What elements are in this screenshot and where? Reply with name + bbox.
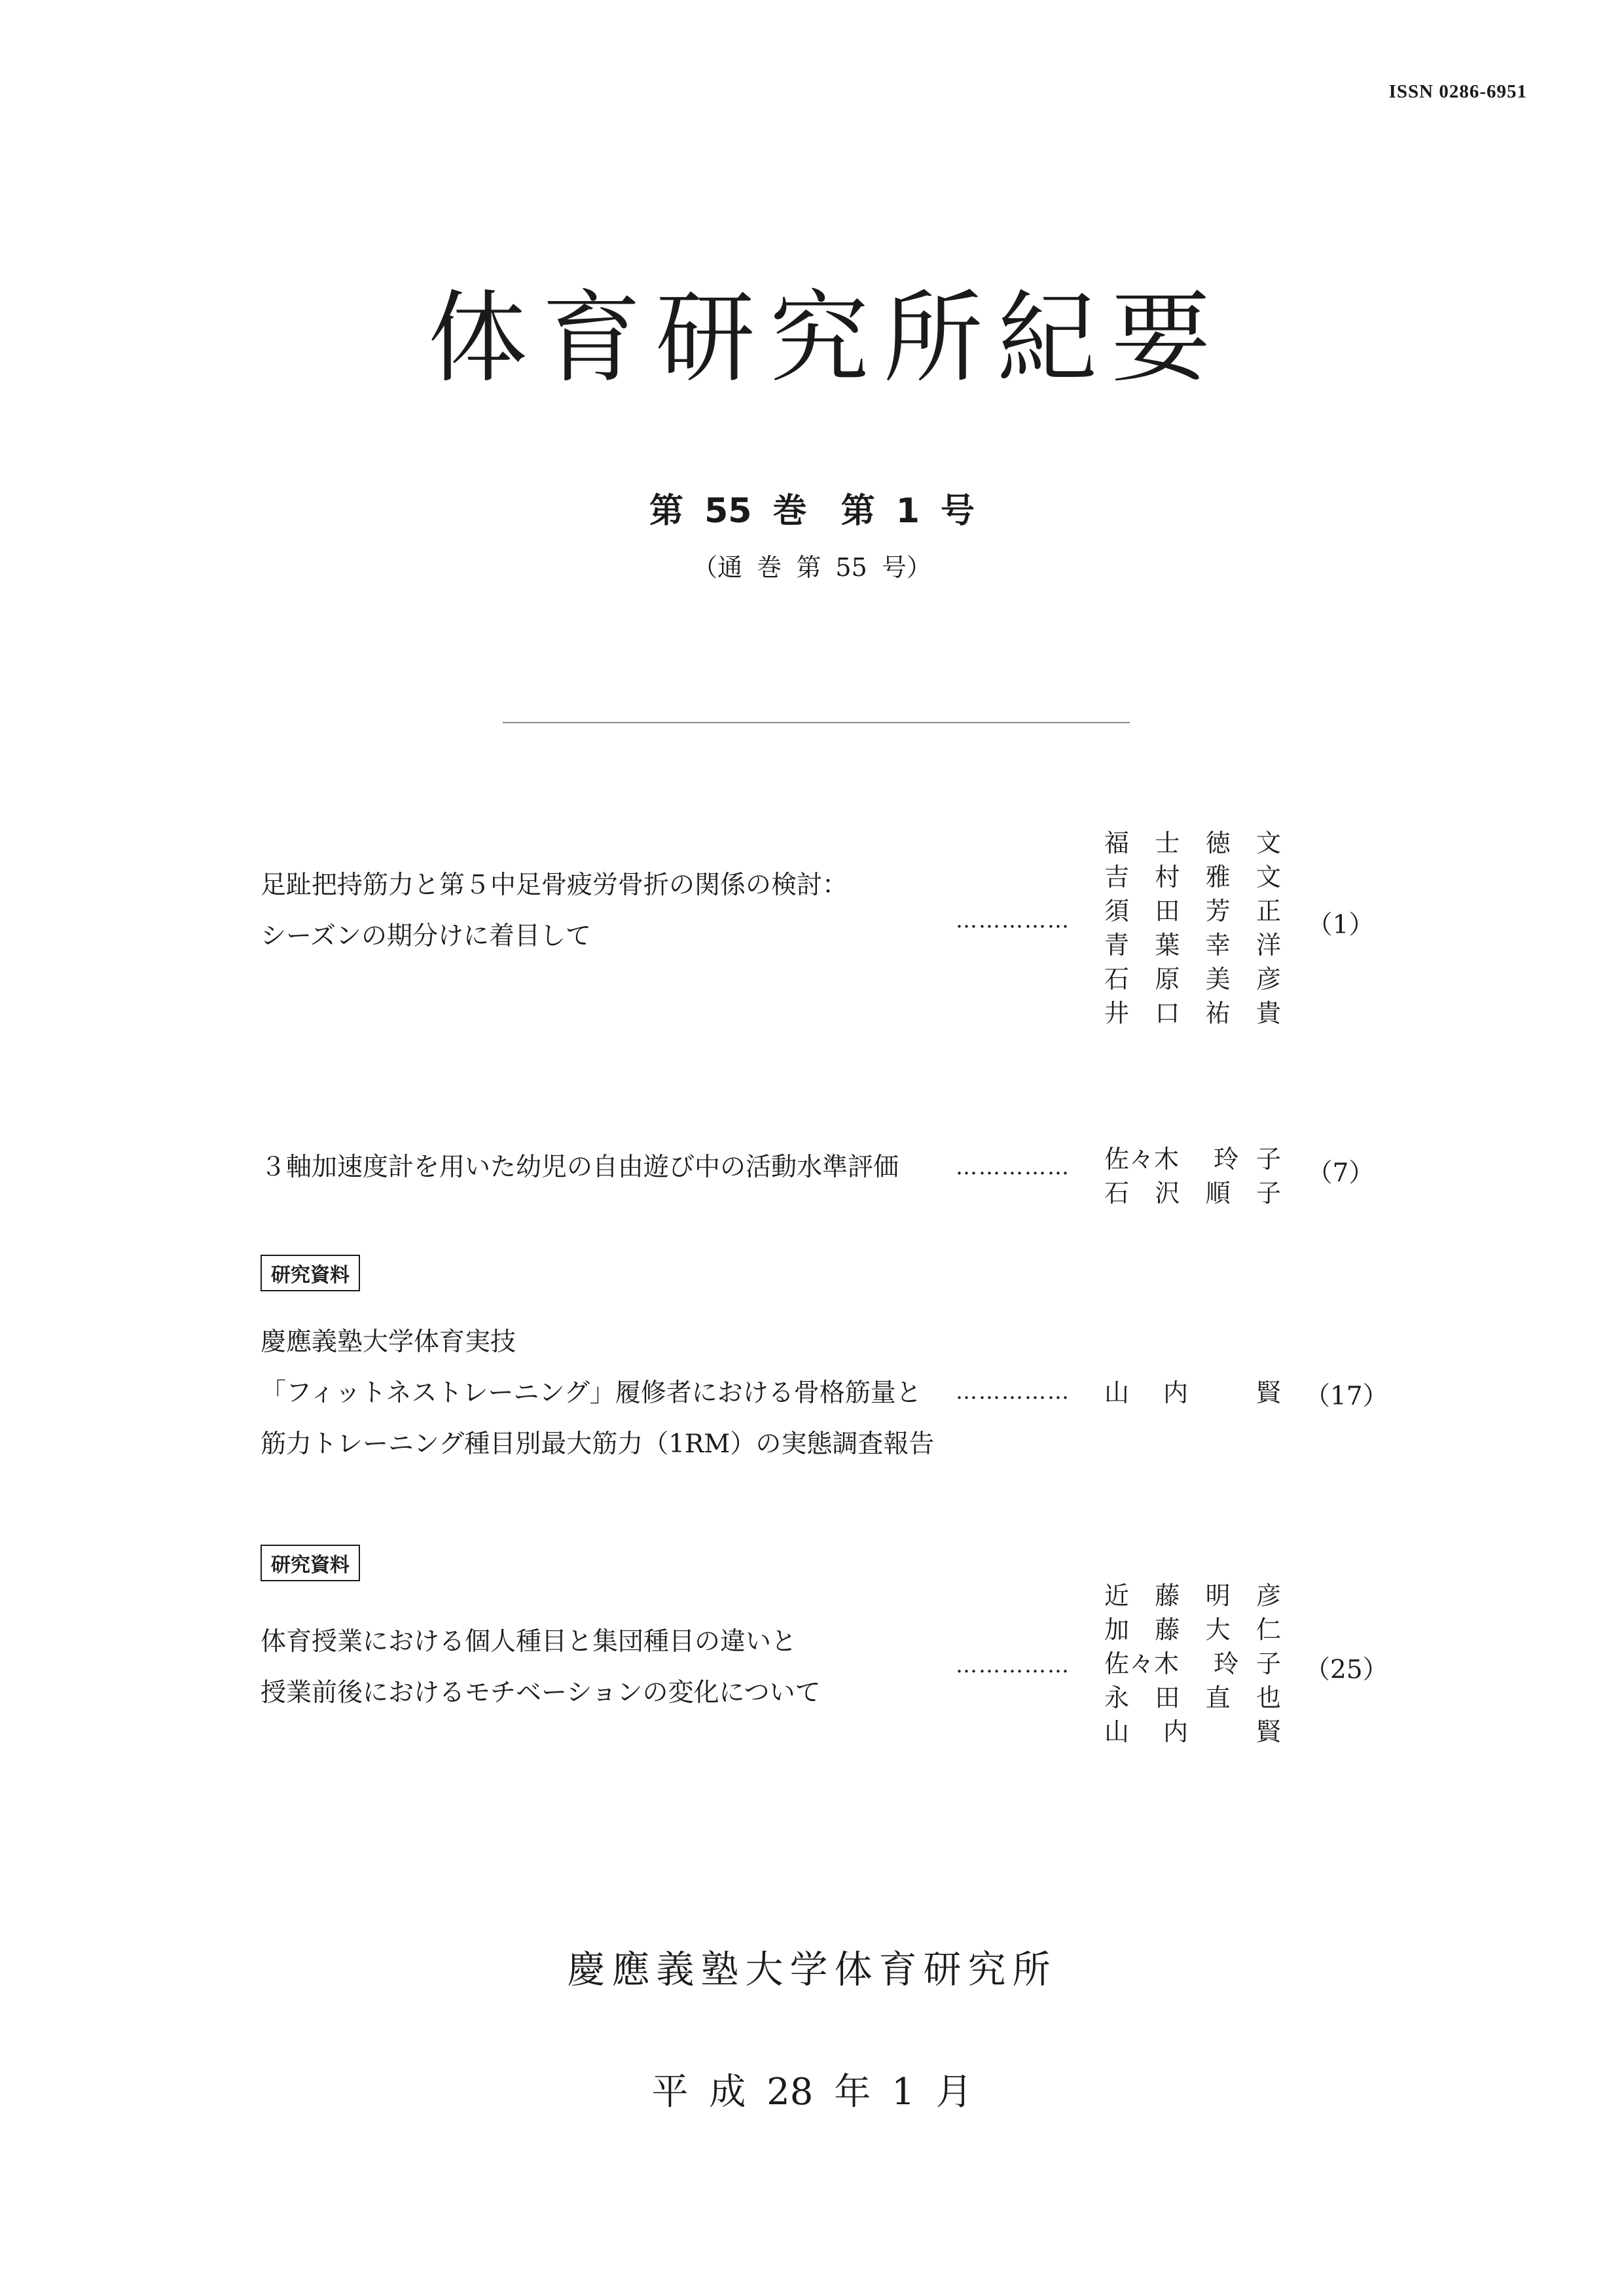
leader-dots: …………… <box>956 907 1070 933</box>
author-name <box>1104 1647 1281 1681</box>
publication-date: 平 成 28 年 1 月 <box>651 2071 973 2113</box>
author-name <box>1104 894 1281 928</box>
article-title <box>261 1617 954 1719</box>
author-name <box>1104 826 1281 860</box>
article-title-line: 慶應義塾大学体育実技 <box>261 1327 516 1357</box>
author-name-char: 子 <box>1255 1649 1281 1678</box>
author-name <box>1104 1376 1281 1410</box>
author-list <box>1104 826 1281 1030</box>
author-name-char: 徳 <box>1205 829 1231 857</box>
author-name-char: 祐 <box>1205 999 1231 1028</box>
author-name-char: 原 <box>1155 965 1180 994</box>
author-name-char: 田 <box>1155 897 1180 925</box>
author-name-char: 口 <box>1155 999 1180 1028</box>
author-name-char: 玲 <box>1214 1145 1239 1174</box>
author-name-char: 吉 <box>1104 863 1130 891</box>
author-name <box>1104 1681 1281 1715</box>
author-name-char: 賢 <box>1255 1378 1281 1407</box>
author-name-char: 仁 <box>1255 1615 1281 1644</box>
author-name-char: 石 <box>1104 1179 1130 1208</box>
author-name-char: 明 <box>1205 1581 1231 1610</box>
author-name-char: 也 <box>1255 1683 1281 1712</box>
author-name <box>1104 962 1281 996</box>
page-number: （17） <box>1305 1382 1388 1411</box>
author-name-char: 加 <box>1104 1615 1130 1644</box>
leader-dots: …………… <box>956 1378 1070 1404</box>
author-name-char: 藤 <box>1155 1581 1180 1610</box>
author-name-char: 福 <box>1104 829 1130 857</box>
author-name-char: 玲 <box>1214 1649 1239 1678</box>
author-name-char: 洋 <box>1255 931 1281 960</box>
article-title-line: 「フィットネストレーニング」履修者における骨格筋量と <box>261 1378 922 1408</box>
author-name-char: 順 <box>1205 1179 1231 1208</box>
page-number: （25） <box>1305 1655 1388 1685</box>
author-name-char: 永 <box>1104 1683 1130 1712</box>
article-title-line: シーズンの期分けに着目して <box>261 922 592 951</box>
author-name-char: 石 <box>1104 965 1130 994</box>
author-name-char: 幸 <box>1205 931 1231 960</box>
author-name <box>1104 1176 1281 1210</box>
author-name-char: 山 <box>1104 1378 1130 1407</box>
author-name-char: 井 <box>1104 999 1130 1028</box>
author-name-char: 芳 <box>1205 897 1231 925</box>
author-name-char: 文 <box>1255 829 1281 857</box>
author-name-char: 正 <box>1255 897 1281 925</box>
author-name <box>1104 860 1281 894</box>
author-name <box>1104 1142 1281 1176</box>
author-name-char: 佐々木 <box>1104 1649 1180 1678</box>
author-name-char: 美 <box>1205 965 1231 994</box>
category-label: 研究資料 <box>261 1545 360 1581</box>
article-title-line: 体育授業における個人種目と集団種目の違いと <box>261 1627 797 1657</box>
article-title <box>261 1317 954 1470</box>
author-name-char: 沢 <box>1155 1179 1180 1208</box>
divider <box>503 722 1130 723</box>
author-name-char: 直 <box>1205 1683 1231 1712</box>
author-name <box>1104 1579 1281 1613</box>
article-title-line: 授業前後におけるモチベーションの変化について <box>261 1678 821 1708</box>
page-number: （7） <box>1307 1158 1375 1188</box>
article-title <box>261 1142 954 1193</box>
author-name-char: 賢 <box>1255 1717 1281 1746</box>
author-name-char: 雅 <box>1205 863 1231 891</box>
author-name-char: 大 <box>1205 1615 1231 1644</box>
volume-number: 第 55 巻 第 1 号 <box>649 492 975 531</box>
author-name-char: 彦 <box>1255 1581 1281 1610</box>
page-number: （1） <box>1307 910 1375 940</box>
author-name <box>1104 996 1281 1030</box>
journal-title: 体育研究所紀要 <box>427 280 1225 396</box>
cumulative-number: （通 巻 第 55 号） <box>693 553 931 582</box>
author-name <box>1104 1715 1281 1749</box>
author-name-char: 近 <box>1104 1581 1130 1610</box>
author-name-char: 子 <box>1255 1145 1281 1174</box>
author-name-char: 士 <box>1155 829 1180 857</box>
publisher-name: 慶應義塾大学体育研究所 <box>567 1947 1057 1992</box>
author-name-char: 子 <box>1255 1179 1281 1208</box>
article-title-line: ３軸加速度計を用いた幼児の自由遊び中の活動水準評価 <box>261 1153 899 1182</box>
author-name-char: 葉 <box>1155 931 1180 960</box>
author-name-char: 青 <box>1104 931 1130 960</box>
author-list <box>1104 1579 1281 1749</box>
leader-dots: …………… <box>956 1652 1070 1677</box>
author-name-char: 彦 <box>1255 965 1281 994</box>
category-label: 研究資料 <box>261 1255 360 1291</box>
author-name-char: 須 <box>1104 897 1130 925</box>
author-name-char: 内 <box>1163 1378 1189 1407</box>
author-name-char: 佐々木 <box>1104 1145 1180 1174</box>
article-title-line: 足趾把持筋力と第５中足骨疲労骨折の関係の検討： <box>261 870 848 900</box>
issn-number: ISSN 0286-6951 <box>1388 81 1527 102</box>
author-name-char: 藤 <box>1155 1615 1180 1644</box>
author-name-char: 山 <box>1104 1717 1130 1746</box>
article-title <box>261 860 954 962</box>
author-name-char: 田 <box>1155 1683 1180 1712</box>
author-name-char: 文 <box>1255 863 1281 891</box>
author-name-char: 貴 <box>1255 999 1281 1028</box>
article-title-line: 筋力トレーニング種目別最大筋力（1RM）の実態調査報告 <box>261 1429 935 1459</box>
author-name-char: 内 <box>1163 1717 1189 1746</box>
leader-dots: …………… <box>956 1154 1070 1179</box>
author-name <box>1104 928 1281 962</box>
author-name <box>1104 1613 1281 1647</box>
author-name-char: 村 <box>1155 863 1180 891</box>
author-list <box>1104 1142 1281 1210</box>
author-list <box>1104 1376 1281 1410</box>
